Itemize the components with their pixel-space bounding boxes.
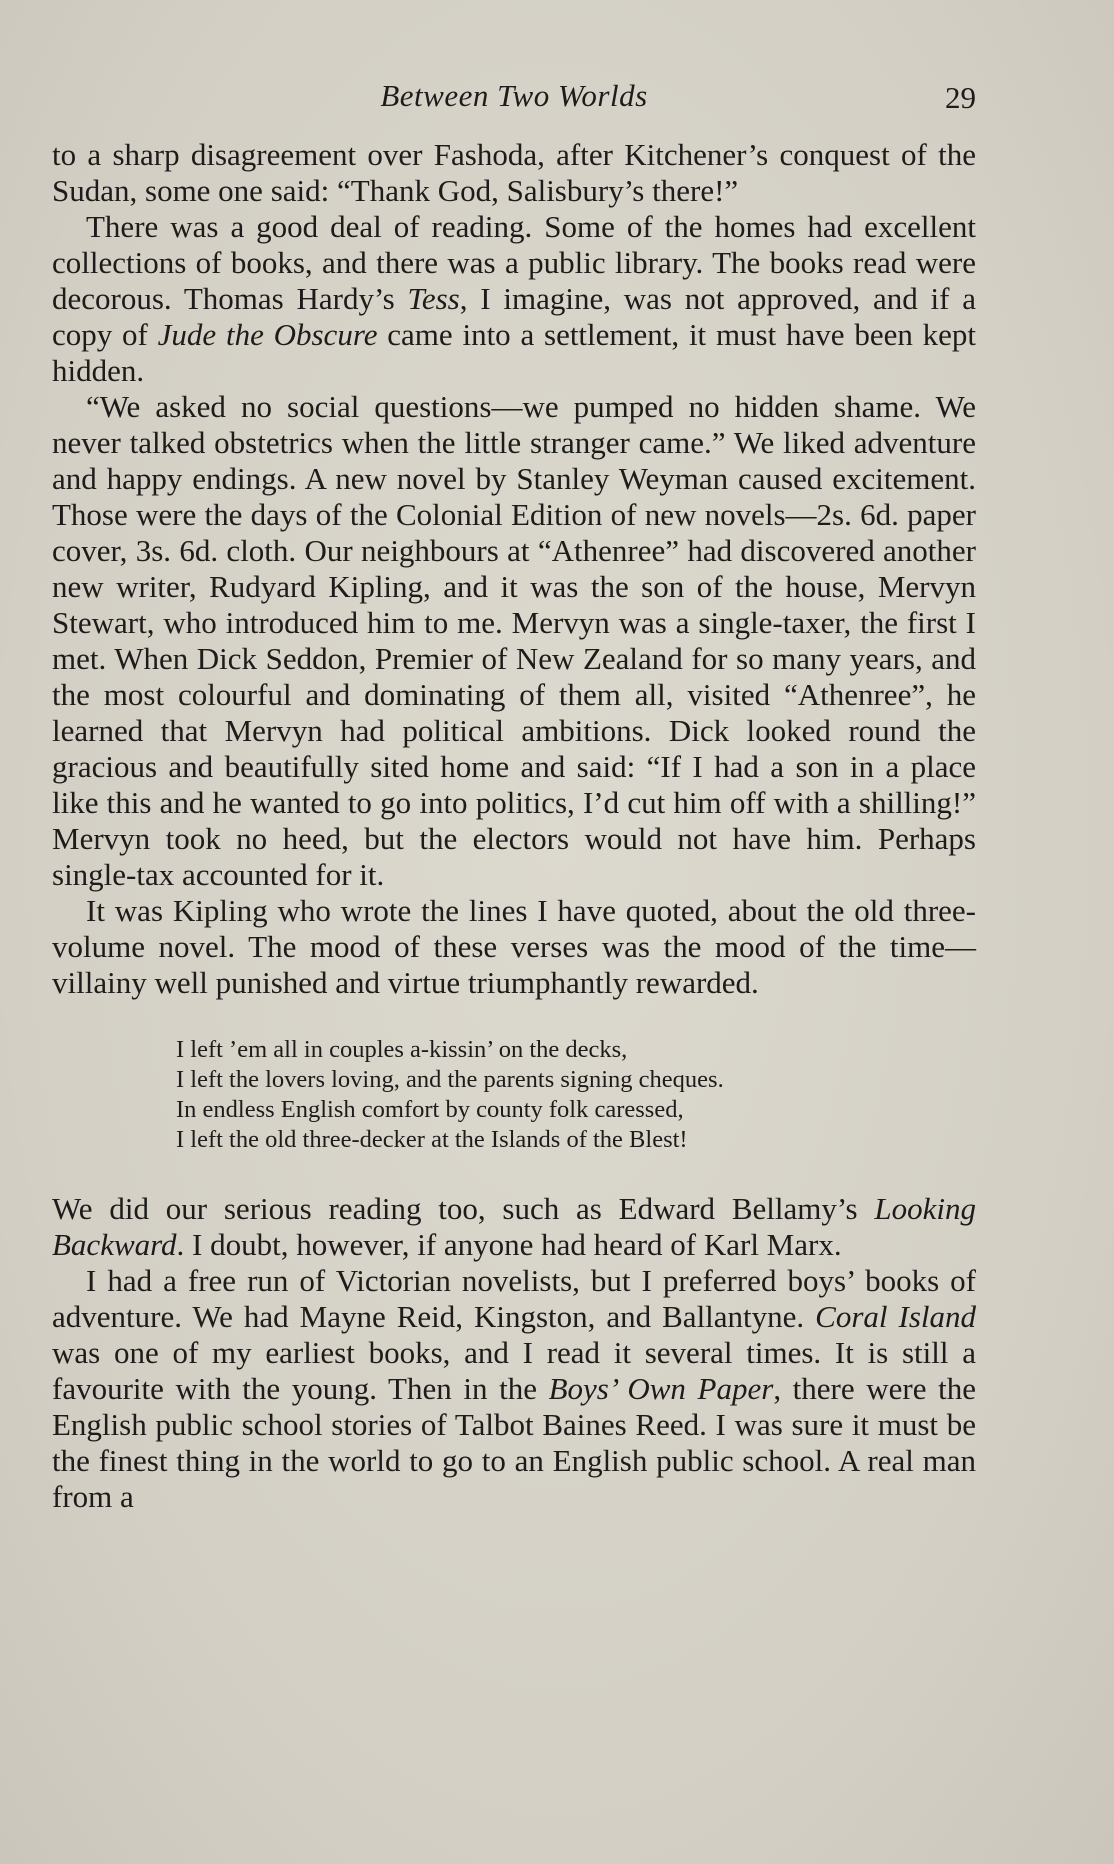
- text-run: . I doubt, however, if anyone had heard of Karl Marx.: [176, 1227, 842, 1262]
- paragraph: [52, 1263, 976, 1515]
- verse-quotation: [176, 1035, 976, 1155]
- text-run: was one of my earliest books, and I read it several times. It is still a favourite with the young. Then in the: [52, 1335, 976, 1406]
- text-run: came into a settlement, it must have been kept hidden.: [52, 317, 976, 388]
- paragraph: [52, 137, 976, 209]
- text-run: We did our serious reading too, such as Edward Bellamy’s: [52, 1191, 875, 1226]
- italic-title: Looking Backward: [52, 1191, 976, 1262]
- italic-title: Jude the Obscure: [157, 317, 378, 352]
- italic-title: Tess: [407, 281, 460, 316]
- text-run: “We asked no social questions—we pumped no hidden shame. We never talked obstetrics when the little stranger came.” We liked adventure and happy endings. A new novel by Stanley Weyman caused excitement. Those were the days of the Colonial Edition of new novels—2s. 6d. paper cover, 3s. 6d. cloth. Our neighbours at “Athenree” had discovered another new writer, Rudyard Kipling, and it was the son of the house, Mervyn Stewart, who introduced him to me. Mervyn was a single-taxer, the first I met. When Dick Seddon, Premier of New Zealand for so many years, and the most colourful and dominating of them all, visited “Athenree”, he learned that Mervyn had political ambitions. Dick looked round the gracious and beautifully sited home and said: “If I had a son in a place like this and he wanted to go into politics, I’d cut him off with a shilling!” Mervyn took no heed, but the electors would not have him. Perhaps single-tax accounted for it.: [52, 389, 976, 892]
- verse-line: I left the lovers loving, and the parents signing cheques.: [176, 1066, 724, 1093]
- page-number: 29: [945, 80, 976, 115]
- paragraph: [52, 893, 976, 1001]
- verse-line: I left the old three-decker at the Islands of the Blest!: [176, 1126, 688, 1153]
- text-run: , I imagine, was not approved, and if a copy of: [52, 281, 976, 352]
- body-text: [52, 137, 976, 1515]
- text-run: It was Kipling who wrote the lines I have quoted, about the old three-volume novel. The mood of these verses was the mood of the time—villainy well punished and virtue triumphantly rewarded.: [52, 893, 976, 1000]
- text-run: to a sharp disagreement over Fashoda, after Kitchener’s conquest of the Sudan, some one said: “Thank God, Salisbury’s there!”: [52, 137, 976, 208]
- page-header: [52, 78, 976, 128]
- running-title: Between Two Worlds: [380, 78, 648, 113]
- paragraphs-before-verse: [52, 137, 976, 1001]
- paragraph: [52, 389, 976, 893]
- italic-title: Boys’ Own Paper: [548, 1371, 774, 1406]
- paragraph: [52, 209, 976, 389]
- text-run: There was a good deal of reading. Some of the homes had excellent collections of books, and there was a public library. The books read were decorous. Thomas Hardy’s: [52, 209, 976, 316]
- verse-line: In endless English comfort by county folk caressed,: [176, 1096, 684, 1123]
- italic-title: Coral Island: [815, 1299, 977, 1334]
- text-run: I had a free run of Victorian novelists, but I preferred boys’ books of adventure. We had Mayne Reid, Kingston, and Ballantyne.: [52, 1263, 976, 1334]
- paragraphs-after-verse: [52, 1191, 976, 1515]
- verse-line: I left ’em all in couples a-kissin’ on the decks,: [176, 1036, 628, 1063]
- paragraph: [52, 1191, 976, 1263]
- text-run: , there were the English public school stories of Talbot Baines Reed. I was sure it must be the finest thing in the world to go to an English public school. A real man from a: [52, 1371, 976, 1514]
